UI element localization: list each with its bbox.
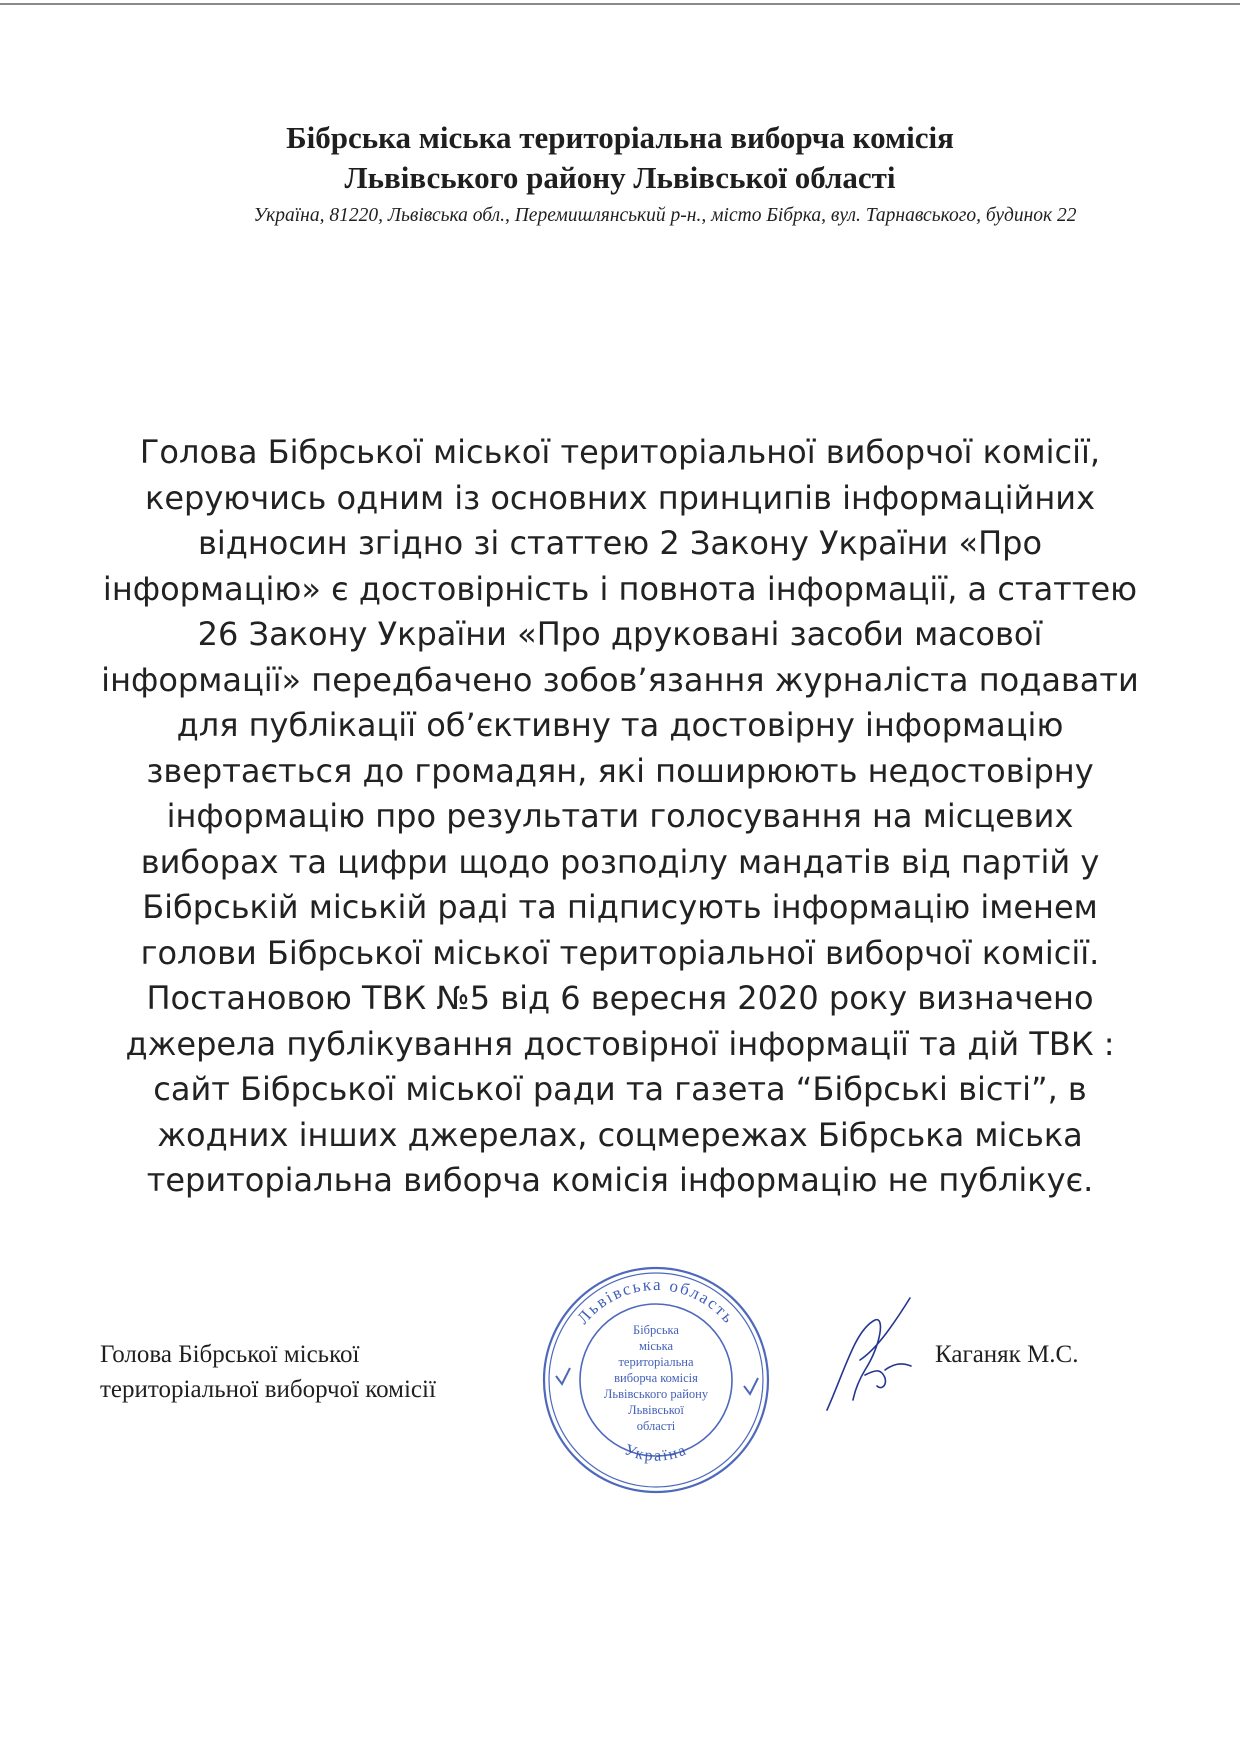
svg-text:Львівська область	[573, 1275, 739, 1328]
signatory-position	[100, 1337, 436, 1407]
handwritten-signature	[815, 1290, 930, 1420]
letterhead-title-line1: Бібрська міська територіальна виборча комісія	[286, 120, 954, 155]
stamp-inner-line: територіальна	[618, 1355, 694, 1369]
svg-text:Україна	[622, 1441, 690, 1465]
stamp-outer-top-text: Львівська область	[573, 1274, 739, 1328]
signatory-position-line2: територіальної виборчої комісії	[100, 1376, 436, 1403]
signatory-name: Каганяк М.С.	[935, 1341, 1079, 1368]
stamp-check-mark-left	[556, 1368, 570, 1384]
official-stamp	[538, 1262, 774, 1498]
stamp-inner-line: області	[636, 1419, 676, 1433]
announcement-paragraph-1: Голова Бібрської міської територіальної виборчої комісії, керуючись одним із основних принципів інформаційних відносин згідно зі статтею 2 Закону України «Про інформацію» є достовірність і повнота інформації, а статтею 26 Закону України «Про друковані засоби масової інформації» передбачено зобов’язання журналіста подавати для публікації об’єктивну та достовірну інформацію звертається до громадян, які поширюють недостовірну інформацію про результати голосування на місцевих виборах та цифри щодо розподілу мандатів від партій у Бібрській міській раді та підписують інформацію іменем голови Бібрської міської територіальної виборчої комісії.	[101, 433, 1139, 972]
stamp-inner-line: Бібрська	[633, 1323, 679, 1337]
stamp-check-mark-right	[744, 1378, 758, 1394]
signatory-position-line1: Голова Бібрської міської	[100, 1341, 360, 1368]
stamp-inner-line: виборча комісія	[614, 1371, 698, 1385]
announcement-body	[100, 430, 1140, 1204]
scan-top-border	[0, 3, 1240, 5]
stamp-outer-bottom-text: Україна	[621, 1441, 691, 1465]
letterhead-address: Україна, 81220, Львівська обл., Перемишлянський р-н., місто Бібрка, вул. Тарнавського, будинок 22	[253, 205, 1077, 226]
stamp-inner-line: Львівської	[628, 1403, 684, 1417]
stamp-inner-line: міська	[638, 1339, 674, 1353]
announcement-paragraph-2: Постановою ТВК №5 від 6 вересня 2020 року визначено джерела публікування достовірної інформації та дій ТВК : сайт Бібрської міської ради та газета “Бібрські вісті”, в жодних інших джерелах, соцмережах Бібрська міська територіальна виборча комісія інформацію не публікує.	[125, 979, 1115, 1199]
letterhead-title-line2: Львівського району Львівської області	[344, 160, 896, 195]
stamp-inner-line: Львівського району	[603, 1387, 709, 1401]
letterhead	[0, 118, 1240, 230]
